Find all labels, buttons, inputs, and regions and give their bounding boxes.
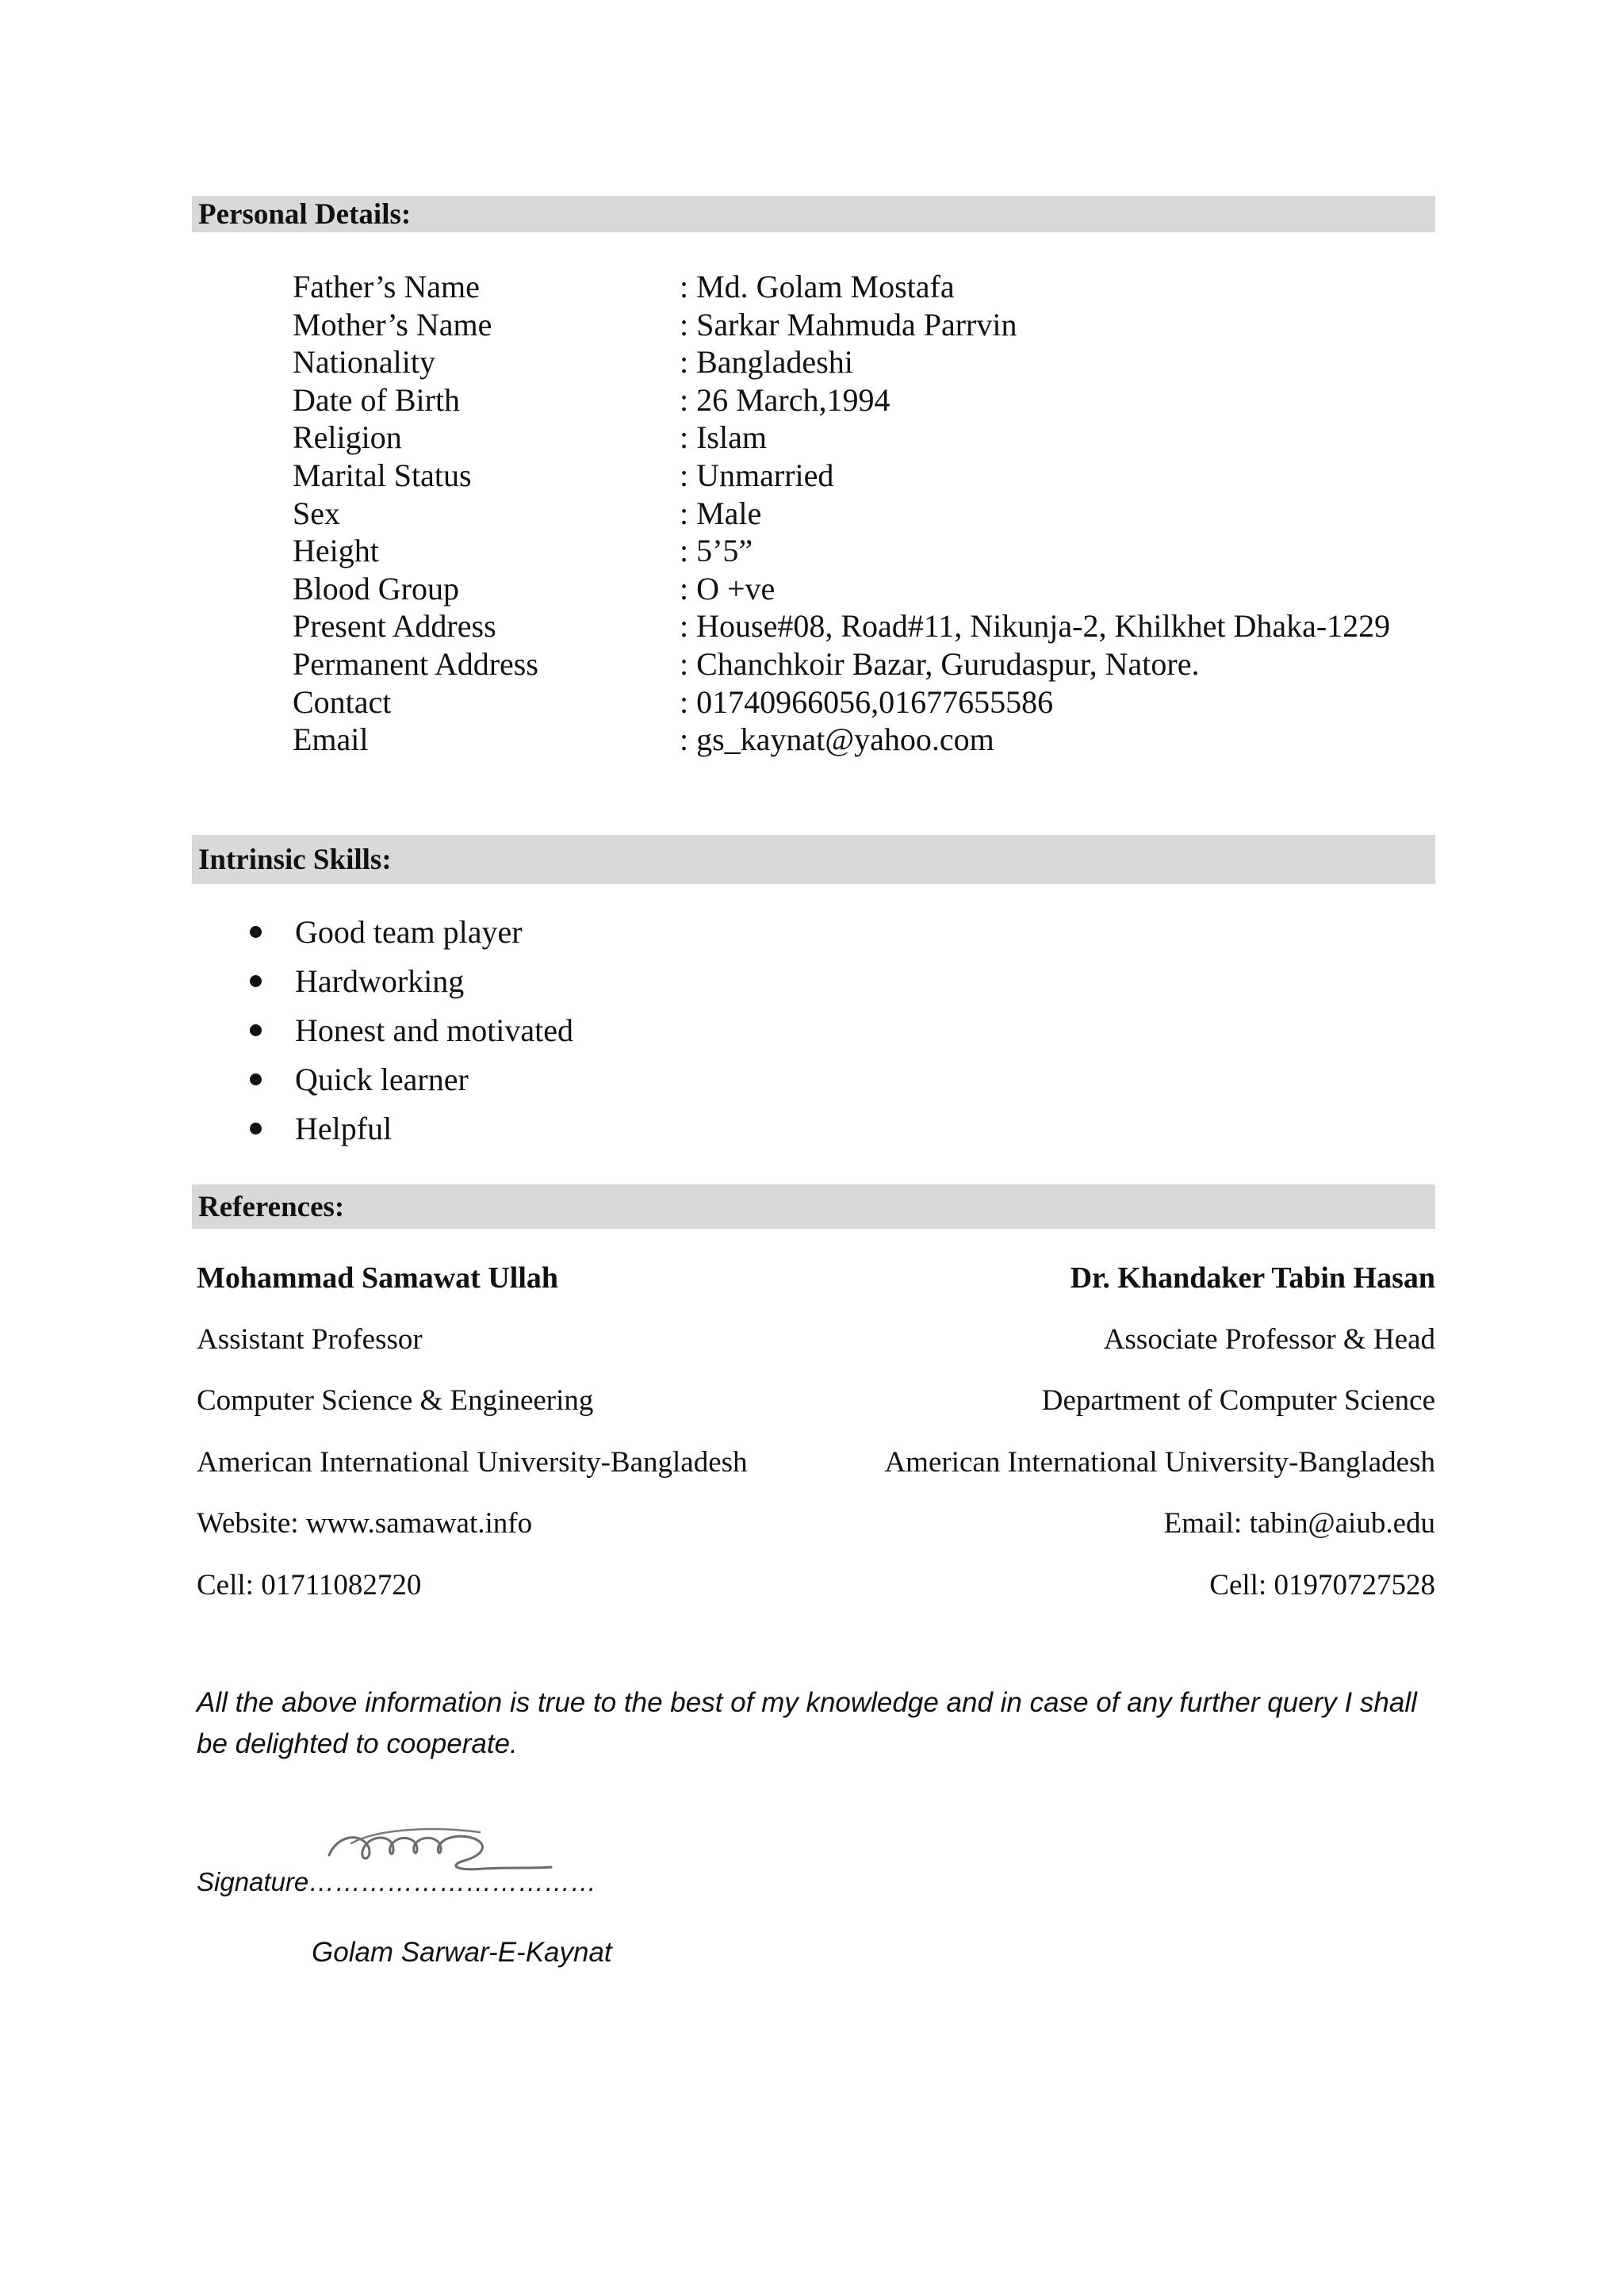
skill-label: Good team player [295,914,523,950]
detail-label: Date of Birth [293,381,461,418]
skills-list [246,908,573,1154]
detail-label: Mother’s Name [293,306,492,342]
reference-website: Website: www.samawat.info [197,1507,533,1540]
detail-label: Present Address [293,608,496,645]
skill-label: Helpful [295,1111,393,1146]
reference-email: Email: tabin@aiub.edu [1163,1507,1435,1540]
detail-value: : 26 March,1994 [680,381,891,418]
detail-value: : Islam [680,419,767,456]
personal-details-title: Personal Details: [198,197,412,231]
detail-value: : Male [680,495,762,531]
detail-label: Height [293,533,379,569]
list-item [246,1104,573,1154]
detail-label: Blood Group [293,570,459,607]
list-item [246,1055,573,1104]
detail-value: : Md. Golam Mostafa [680,269,955,304]
reference-institution: American International University-Bangladesh [884,1445,1435,1479]
reference-department: Computer Science & Engineering [197,1384,594,1417]
intrinsic-skills-title: Intrinsic Skills: [198,843,392,876]
references-header [192,1184,1435,1229]
detail-label: Permanent Address [293,645,538,682]
detail-value: : Sarkar Mahmuda Parrvin [680,306,1017,342]
reference-title: Associate Professor & Head [1103,1322,1435,1356]
detail-label: Nationality [293,344,435,381]
reference-department: Department of Computer Science [1041,1384,1435,1417]
skill-label: Hardworking [295,963,465,999]
reference-left [197,1254,799,1623]
detail-value: : 01740966056,01677655586 [680,683,1054,720]
bullet-icon [250,1073,262,1085]
bullet-icon [250,1024,262,1036]
references-title: References: [198,1190,345,1223]
skill-label: Quick learner [295,1062,469,1097]
signer-name: Golam Sarwar-E-Kaynat [312,1937,612,1968]
detail-label: Sex [293,495,340,531]
reference-title: Assistant Professor [197,1322,423,1356]
list-item [246,908,573,957]
detail-label: Religion [293,419,402,456]
detail-value: : O +ve [680,570,776,607]
personal-details-header [192,196,1435,232]
bullet-icon [250,1123,262,1135]
detail-value: : House#08, Road#11, Nikunja-2, Khilkhet Dhaka-1229 [680,608,1391,645]
detail-value: : Chanchkoir Bazar, Gurudaspur, Natore. [680,645,1200,682]
detail-label: Email [293,721,369,758]
bullet-icon [250,975,262,987]
reference-right [833,1254,1435,1623]
list-item [246,957,573,1006]
reference-cell: Cell: 01970727528 [1209,1568,1435,1601]
signature-label: Signature…………………………… [197,1867,597,1896]
detail-value: : Bangladeshi [680,344,853,381]
detail-label: Marital Status [293,457,472,493]
detail-label: Father’s Name [293,269,480,304]
list-item [246,1006,573,1055]
detail-value: : Unmarried [680,457,834,493]
bullet-icon [250,926,262,938]
detail-label: Contact [293,683,392,720]
reference-institution: American International University-Bangladesh [197,1445,748,1479]
reference-cell: Cell: 01711082720 [197,1568,422,1601]
detail-value: : 5’5” [680,533,753,569]
reference-name: Mohammad Samawat Ullah [197,1261,559,1295]
detail-value: : gs_kaynat@yahoo.com [680,721,994,758]
reference-name: Dr. Khandaker Tabin Hasan [1070,1261,1435,1295]
declaration-text: All the above information is true to the best of my knowledge and in case of any further query I shall be delighted to cooperate. [197,1687,1417,1759]
skill-label: Honest and motivated [295,1012,574,1048]
intrinsic-skills-header [192,835,1435,884]
